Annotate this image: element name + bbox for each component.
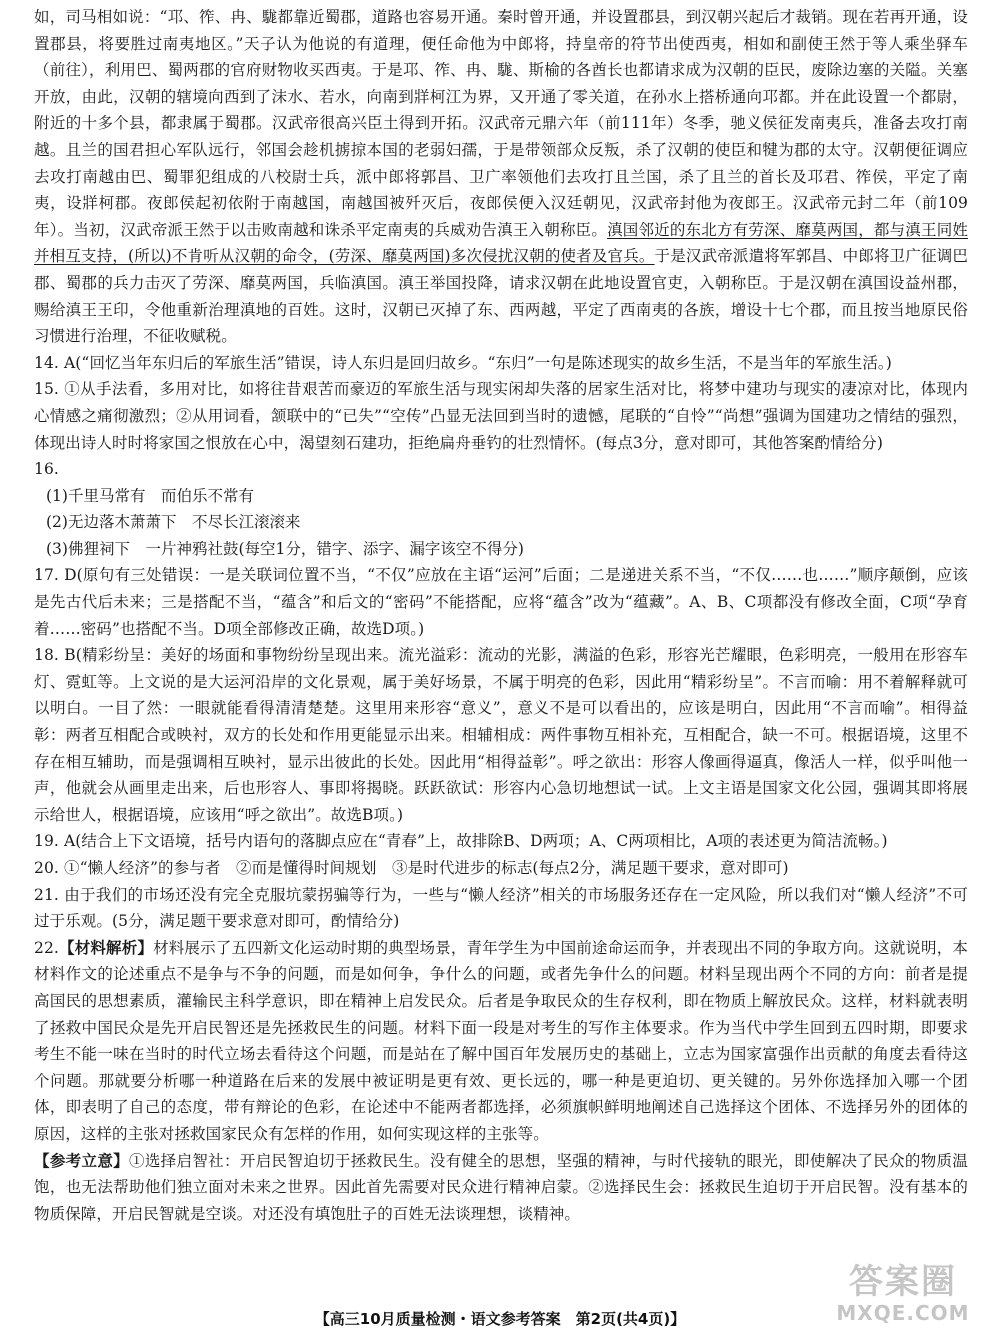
answer-19: 19. A(结合上下文语境，括号内语句的落脚点应在“青春”上，故排除B、D两项；A、C两项相比，A项的表述更为简洁流畅。) — [34, 832, 888, 851]
answer-16 — [34, 456, 968, 562]
answer-22-tag-reference: 【参考立意】 — [34, 1150, 130, 1170]
translation-paragraph — [34, 4, 968, 350]
answer-22-analysis-text: 材料展示了五四新文化运动时期的典型场景，青年学生为中国前途命运而争，并表现出不同的争取方向。这就说明，本材料作文的论述重点不是争与不争的问题，而是如何争，争什么的问题，或者先争什么的问题。材料呈现出两个不同的方向：前者是提高国民的思想素质，灌输民主科学意识，即在精神上启发民众。后者是争取民众的生存权利，即在物质上解放民众。这样，材料就表明了拯救中国民众是先开启民智还是先拯救民生的问题。材料下面一段是对考生的写作主体要求。作为当代中学生回到五四时期，即要求考生不能一味在当时的时代立场去看待这个问题，而是站在了解中国百年发展历史的基础上，立志为国家富强作出贡献的角度去看待这个问题。那就要分析哪一种道路在后来的发展中被证明是更有效、更长远的，哪一种是更迫切、更关键的。另外你选择加入哪一个团体，即表明了自己的态度，带有辩论的色彩，在论述中不能两者都选择，必须旗帜鲜明地阐述自己选择这个团体、不选择另外的团体的原因，这样的主张对拯救国家民众有怎样的作用，如何实现这样的主张等。 — [34, 938, 968, 1143]
answer-22-number: 22. — [34, 938, 59, 957]
translation-text-underlined: 滇国邻近的东北方有劳深、靡莫两国，都与滇王同姓并相互支持，(所以)不肯听从汉朝的命令，(劳深、靡莫两国)多次侵扰汉朝的使者及官兵。 — [34, 220, 968, 266]
answer-21: 21. 由于我们的市场还没有完全克服坑蒙拐骗等行为，一些与“懒人经济”相关的市场服务还存在一定风险，所以我们对“懒人经济”不可过于乐观。(5分，满足题干要求意对即可，酌情给分) — [34, 885, 968, 931]
answer-22-analysis — [34, 935, 968, 1148]
translation-text-b: 于是汉武帝派遣将军郭昌、中郎将卫广征调巴郡、蜀郡的兵力击灭了劳深、靡莫两国，兵临滇国。滇王举国投降，请求汉朝在此地设置官吏，入朝称臣。于是汉朝在滇国设益州郡，赐给滇王王印，令他重新治理滇地的百姓。这时，汉朝已灭掉了东、西两越，平定了西南夷的各族，增设十七个郡，而且按当地原民俗习惯进行治理，不征收赋税。 — [34, 247, 968, 346]
watermark-logo — [828, 1262, 978, 1332]
answer-14: 14. A(“回忆当年东归后的军旅生活”错误，诗人东归是回归故乡。“东归”一句是陈述现实的故乡生活，不是当年的军旅生活。) — [34, 353, 892, 372]
answer-16-number: 16. — [34, 460, 59, 479]
answer-16-item-2: (2)无边落木萧萧下 不尽长江滚滚来 — [46, 513, 301, 532]
translation-text-a: 如，司马相如说：“邛、筰、冉、駹都靠近蜀郡，道路也容易开通。秦时曾开通，并设置郡县，到汉朝兴起后才裁销。现在若再开通，设置郡县，将要胜过南夷地区。”天子认为他说的有道理，便任命他为中郎将，持皇帝的符节出使西夷，相如和副使王然于等人乘坐驿车（前往），利用巴、蜀两郡的官府财物收买西夷。于是邛、筰、冉、駹、斯榆的各酋长也都请求成为汉朝的臣民，废除边塞的关隘。关塞开放，由此，汉朝的辖境向西到了沫水、若水，向南到牂柯江为界，又开通了零关道，在孙水上搭桥通向邛都。并在此设置一个都尉，附近的十多个县，都隶属于蜀郡。汉武帝很高兴臣土得到开拓。汉武帝元鼎六年（前111年）冬季，驰义侯征发南夷兵，准备去攻打南越。且兰的国君担心军队远行，邻国会趁机掳掠本国的老弱妇孺，于是带领部众反叛，杀了汉朝的使臣和犍为郡的太守。汉朝便征调应去攻打南越由巴、蜀罪犯组成的八校尉士兵，派中郎将郭昌、卫广率领他们去攻打且兰国，杀了且兰的首长及邛君、筰侯，平定了南夷，设牂柯郡。夜郎侯起初依附于南越国，南越国被歼灭后，夜郎侯便入汉廷朝见，汉武帝封他为夜郎王。汉武帝元封二年（前109年）。当初，汉武帝派王然于以击败南越和诛杀平定南夷的兵威劝告滇王入朝称臣。 — [34, 8, 968, 239]
page-footer: 【高三10月质量检测・语文参考答案 第2页(共4页)】 — [314, 1310, 686, 1328]
watermark-logo-text: 答案圈 — [849, 1262, 957, 1302]
answer-17: 17. D(原句有三处错误：一是关联词位置不当，“不仅”应放在主语“运河”后面；二是递进关系不当，“不仅……也……”顺序颠倒，应该是先古代后未来；三是搭配不当，“蕴含”和后文的“密码”不能搭配，应将“蕴含”改为“蕴藏”。A、B、C项都没有修改全面，C项“孕育着……密码”也搭配不当。D项全部修改正确，故选D项。) — [34, 566, 968, 638]
answer-16-item-3: (3)佛狸祠下 一片神鸦社鼓(每空1分，错字、添字、漏字该空不得分) — [46, 539, 524, 558]
answer-22-reference — [34, 1148, 968, 1228]
answer-18: 18. B(精彩纷呈：美好的场面和事物纷纷呈现出来。流光溢彩：流动的光影，满溢的色彩，形容光芒耀眼，色彩明亮，一般用在形容车灯、霓虹等。上文说的是大运河沿岸的文化景观，属于美好场景，不属于明亮的色彩，因此用“精彩纷呈”。不言而喻：用不着解释就可以明白。一目了然：一眼就能看得清清楚楚。这里用来形容“意义”，意义不是可以看出的，应该是明白，因此用“不言而喻”。相得益彰：两者互相配合或映衬，双方的长处和作用更能显示出来。相辅相成：两件事物互相补充，互相配合，缺一不可。根据语境，这里不存在相互辅助，而是强调相互映衬，显示出彼此的长处。因此用“相得益彰”。呼之欲出：形容人像画得逼真，像活人一样，似乎叫他一声，他就会从画里走出来，后也形容人、事即将揭晓。跃跃欲试：形容内心急切地想试一试。上文主语是国家文化公园，强调其即将展示给世人，根据语境，应该用“呼之欲出”。故选B项。) — [34, 646, 968, 824]
answer-22-tag-analysis: 【材料解析】 — [58, 937, 154, 957]
watermark-url: MXQE.COM — [836, 1301, 970, 1325]
answer-16-item-1: (1)千里马常有 而伯乐不常有 — [46, 486, 254, 505]
answer-20: 20. ①“懒人经济”的参与者 ②而是懂得时间规划 ③是时代进步的标志(每点2分，满足题干要求，意对即可) — [34, 859, 789, 877]
answer-15: 15. ①从手法看，多用对比，如将往昔艰苦而豪迈的军旅生活与现实闲却失落的居家生活对比，将梦中建功与现实的凄凉对比，体现内心情感之痛彻激烈；②从用词看，颔联中的“已失”“空传”凸显无法回到当时的遗憾，尾联的“自怜”“尚想”强调为国建功之情结的强烈，体现出诗人时时将家国之恨放在心中，渴望刻石建功，拒绝扁舟垂钓的壮烈情怀。(每点3分，意对即可，其他答案酌情给分) — [34, 380, 968, 452]
answer-page — [34, 4, 968, 1304]
answer-22-reference-text: ①选择启智社：开启民智迫切于拯救民生。没有健全的思想，坚强的精神，与时代接轨的眼光，即使解决了民众的物质温饱，也无法帮助他们独立面对未来之世界。因此首先需要对民众进行精神启蒙。②选择民生会：拯救民生迫切于开启民智。没有基本的物质保障，开启民智就是空谈。对还没有填饱肚子的百姓无法谈理想，谈精神。 — [34, 1151, 968, 1223]
